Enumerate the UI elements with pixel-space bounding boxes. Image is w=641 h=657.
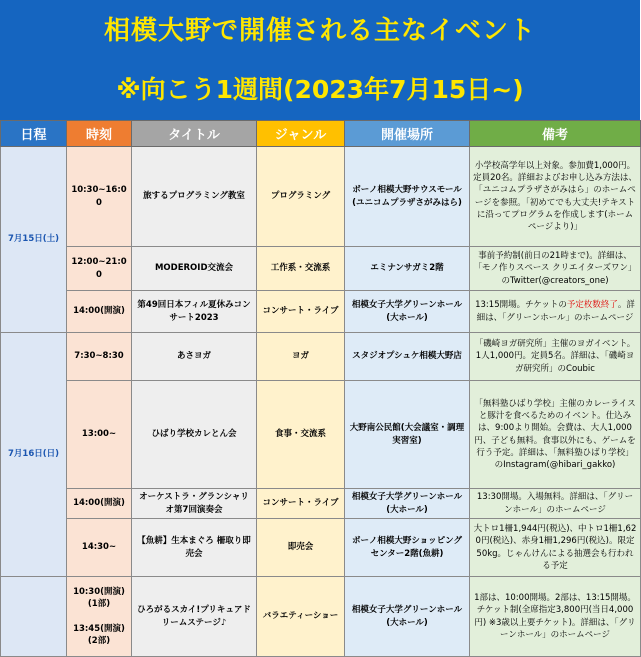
note-cell: 大トロ1柵1,944円(税込)、中トロ1柵1,620円(税込)、赤身1柵1,296円(税込)。限定50kg。じゃんけんによる抽選会も行われる予定 <box>470 519 641 577</box>
time-cell: 12:00~21:00 <box>67 247 132 291</box>
table-row <box>1 333 641 381</box>
time-cell: 14:00(開演) <box>67 291 132 333</box>
title-banner <box>0 0 640 120</box>
time-cell <box>67 577 132 657</box>
table-row <box>1 147 641 247</box>
table-header-row <box>1 121 641 147</box>
sold-out-notice: 予定枚数終了 <box>566 300 618 311</box>
venue-cell: スタジオプシュケ相模大野店 <box>345 333 470 381</box>
table-row <box>1 489 641 519</box>
column-header-genre: ジャンル <box>257 121 345 147</box>
title-cell: オーケストラ・グランシャリオ第7回演奏会 <box>132 489 257 519</box>
time-cell: 10:30~16:00 <box>67 147 132 247</box>
venue-cell: 相模女子大学グリーンホール(大ホール) <box>345 489 470 519</box>
table-row <box>1 381 641 489</box>
note-cell <box>470 291 641 333</box>
table-row <box>1 291 641 333</box>
table-row <box>1 247 641 291</box>
genre-cell: コンサート・ライブ <box>257 291 345 333</box>
column-header-venue: 開催場所 <box>345 121 470 147</box>
genre-cell: 工作系・交流系 <box>257 247 345 291</box>
time-line <box>70 610 128 622</box>
title-cell: MODEROID交流会 <box>132 247 257 291</box>
genre-cell: バラエティーショー <box>257 577 345 657</box>
title-cell: 【魚耕】生本まぐろ 柵取り即売会 <box>132 519 257 577</box>
genre-cell: 即売会 <box>257 519 345 577</box>
title-cell: ひろがるスカイ!プリキュアドリームステージ♪ <box>132 577 257 657</box>
venue-cell: 大野南公民館(大会議室・調理実習室) <box>345 381 470 489</box>
event-table <box>0 120 641 657</box>
venue-cell: 相模女子大学グリーンホール(大ホール) <box>345 577 470 657</box>
note-text: 。詳細は、「グリーンホール」のホームページ <box>476 300 635 323</box>
page-subtitle: ※向こう1週間(2023年7月15日~) <box>116 75 524 104</box>
date-cell: 7月16日(日) <box>1 333 67 577</box>
time-line: 13:45(開演) <box>73 623 125 634</box>
note-cell: 「無料塾ひばり学校」主催のカレーライスと豚汁を食べるためのイベント。仕込みは、9:00より開始。会費は、大人1,000円、子ども無料。食事以外にも、ゲームを行う予定。詳細は、「無料塾ひばり学校」のInstagram(@hibari_gakko) <box>470 381 641 489</box>
time-cell: 13:00~ <box>67 381 132 489</box>
title-cell: 旅するプログラミング教室 <box>132 147 257 247</box>
title-cell: あさヨガ <box>132 333 257 381</box>
time-line: (1部) <box>87 599 111 610</box>
venue-cell: エミナンサガミ2階 <box>345 247 470 291</box>
genre-cell: コンサート・ライブ <box>257 489 345 519</box>
note-text: 13:15開場。チケットの <box>475 300 567 311</box>
venue-cell: ボーノ相模大野サウスモール(ユニコムプラザさがみはら) <box>345 147 470 247</box>
date-cell: 7月15日(土) <box>1 147 67 333</box>
table-row <box>1 519 641 577</box>
time-line: (2部) <box>87 635 111 646</box>
title-cell: ひばり学校カレとん会 <box>132 381 257 489</box>
note-cell: 「磯崎ヨガ研究所」主催のヨガイベント。1人1,000円。定員5名。詳細は、「磯崎ヨガ研究所」のCoubic <box>470 333 641 381</box>
column-header-date: 日程 <box>1 121 67 147</box>
table-row <box>1 577 641 657</box>
time-cell: 14:30~ <box>67 519 132 577</box>
genre-cell: ヨガ <box>257 333 345 381</box>
note-cell: 小学校高学年以上対象。参加費1,000円。定員20名。詳細およびお申し込み方法は、「ユニコムプラザさがみはら」のホームページを参照。「初めてでも大丈夫!テキストに沿ってプログラムを作成します(ホームページより)」 <box>470 147 641 247</box>
venue-cell: ボーノ相模大野ショッピングセンター2階(魚耕) <box>345 519 470 577</box>
date-cell <box>1 577 67 657</box>
time-cell: 14:00(開演) <box>67 489 132 519</box>
title-cell: 第49回日本フィル夏休みコンサート2023 <box>132 291 257 333</box>
note-cell: 1部は、10:00開場。2部は、13:15開場。チケット制(全席指定3,800円(当日4,000円) ※3歳以上要チケット)。詳細は、「グリーンホール」のホームページ <box>470 577 641 657</box>
column-header-time: 時刻 <box>67 121 132 147</box>
time-line: 10:30(開演) <box>73 586 125 597</box>
note-cell: 事前予約制(前日の21時まで)。詳細は、「モノ作りスペース クリエイターズワン」のTwitter(@creators_one) <box>470 247 641 291</box>
genre-cell: 食事・交流系 <box>257 381 345 489</box>
genre-cell: プログラミング <box>257 147 345 247</box>
note-cell: 13:30開場。入場無料。詳細は、「グリーンホール」のホームページ <box>470 489 641 519</box>
column-header-title: タイトル <box>132 121 257 147</box>
column-header-notes: 備考 <box>470 121 641 147</box>
time-cell: 7:30~8:30 <box>67 333 132 381</box>
venue-cell: 相模女子大学グリーンホール(大ホール) <box>345 291 470 333</box>
page-title: 相模大野で開催される主なイベント <box>103 16 536 46</box>
